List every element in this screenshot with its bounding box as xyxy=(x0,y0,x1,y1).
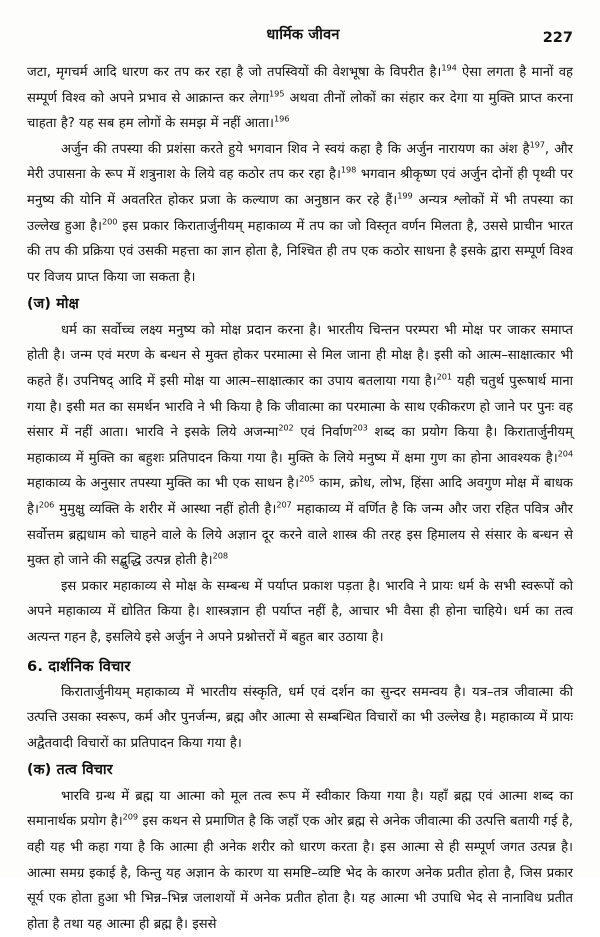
p3-seg-h: महाकाव्य में वर्णित है कि जन्म और जरा रहित पवित्र और सर्वोत्तम ब्रह्मधाम को चाहने वाले के लिये अज्ञान दूर करने वाले शास्त्र की तरह इस हिमालय से संसार के बन्धन से मुक्त हो जाने की सद्बुद्धि उत्पन्न होती है। xyxy=(27,502,573,569)
p2-seg-e: इस प्रकार किरातार्जुनीयम् महाकाव्य में तप का जो विस्तृत वर्णन मिलता है, उससे प्राचीन भारत की तप की प्रक्रिया एवं उसकी महत्ता का ज्ञान होता है, निश्चित ही तप एक कठोर साधना है इसके द्वारा सम्पूर्ण विश्व पर विजय प्राप्त किया जा सकता है। xyxy=(27,218,573,285)
p3-seg-f: काम, क्रोध, लोभ, हिंसा आदि अवगुण मोक्ष में बाधक है। xyxy=(27,476,573,517)
footnote-ref-208: 208 xyxy=(212,550,228,561)
p6-seg-b: इस कथन से प्रमाणित है कि जहाँ एक ओर ब्रह्म से अनेक जीवात्मा की उत्पत्ति बतायी गई है, वही यह भी कहा गया है कि आत्मा ही अनेक शरीर को धारण करता है। इस आत्मा से ही सम्पूर्ण जगत उत्पन्न है। आत्मा समग्र इकाई है, किन्तु यह अज्ञान के कारण या समष्टि–व्यष्टि भेद के कारण अनेक प्रतीत होता है, जिस प्रकार सूर्य एक होता हुआ भी भिन्न–भिन्न जलाशयों में अनेक प्रतीत होता है। यह आत्मा भी उपाधि भेद से नानाविध प्रतीत होता है तथा यह आत्मा ही ब्रह्म है। इससे xyxy=(27,814,573,932)
running-head-title: धार्मिक जीवन xyxy=(266,27,340,43)
paragraph-5: किरातार्जुनीयम् महाकाव्य में भारतीय संस्कृति, धर्म एवं दर्शन का सुन्दर समन्वय है। यत्र–तत्र जीवात्मा की उत्पत्ति उसका स्वरूप, कर्म और पुनर्जन्म, ब्रह्म और आत्मा से सम्बन्धित विचारों का भी उल्लेख है। महाकाव्य में प्रायः अद्वैतवादी विचारों का प्रतिपादन किया गया है। xyxy=(27,684,573,751)
page-content-area xyxy=(27,0,574,932)
paragraph-3 xyxy=(27,318,573,574)
paragraph-6 xyxy=(27,784,573,937)
heading-darshanik-vichar: 6. दार्शनिक विचार xyxy=(27,657,131,675)
footnote-ref-196: 196 xyxy=(274,113,290,124)
p2-seg-a: अर्जुन की तपस्या की प्रशंसा करते हुये भगवान शिव ने स्वयं कहा है कि अर्जुन नारायण का अंश है xyxy=(61,141,530,157)
heading-tattva-vichar: (क) तत्व विचार xyxy=(27,762,113,779)
page-number: 227 xyxy=(542,30,573,46)
footnote-ref-200: 200 xyxy=(101,216,118,227)
p3-seg-g: मुमुक्षु व्यक्ति के शरीर में आस्था नहीं होती है। xyxy=(54,502,277,517)
p3-seg-b: यही चतुर्थ पुरूषार्थ माना गया है। इसी मत का समर्थन भारवि ने भी किया है कि जीवात्मा का परमात्मा के साथ एकीकरण हो जाने पर पुनः वह संसार में नहीं आता। भारवि ने इसके लिये अजन्मा xyxy=(27,374,573,441)
footnote-ref-194: 194 xyxy=(441,62,457,73)
footnote-ref-205: 205 xyxy=(299,474,315,485)
p6-seg-a: भारवि ग्रन्थ में ब्रह्म या आत्मा को मूल तत्व रूप में स्वीकार किया गया है। यहाँ ब्रह्म एवं आत्मा शब्द का समानार्थक प्रयोग है। xyxy=(27,788,573,830)
footnote-ref-202: 202 xyxy=(278,422,294,433)
footnote-ref-197: 197 xyxy=(529,139,545,150)
footnote-ref-201: 201 xyxy=(436,371,452,382)
p1-seg-b: ऐसा लगता है मानों वह सम्पूर्ण विश्व को अपने प्रभाव से आक्रान्त कर लेगा xyxy=(27,65,574,106)
p3-seg-e: महाकाव्य के अनुसार तपस्या मुक्ति का भी एक साधन है। xyxy=(27,476,300,492)
p2-seg-c: भगवान श्रीकृष्ण एवं अर्जुन दोनों ही पृथ्वी पर मनुष्य की योनि में अवतरित होकर प्रजा के कल्याण का अनुष्ठान कर रहे हैं। xyxy=(27,167,573,208)
footnote-ref-199: 199 xyxy=(397,190,413,201)
heading-moksha: (ज) मोक्ष xyxy=(27,296,79,313)
p1-seg-c: अथवा तीनों लोकों का संहार कर देगा या मुक्ति प्राप्त करना चाहता है? यह सब हम लोगों के समझ में नहीं आता। xyxy=(27,90,573,132)
p3-seg-d: शब्द का प्रयोग किया है। किरातार्जुनीयम् महाकाव्य में मुक्ति का बहुशः प्रतिपादन किया गया है। मुक्ति के लिये मनुष्य में क्षमा गुण का होना आवश्यक है। xyxy=(27,425,573,466)
paragraph-4: इस प्रकार महाकाव्य से मोक्ष के सम्बन्ध में पर्याप्त प्रकाश पड़ता है। भारवि ने प्रायः धर्म के सभी स्वरूपों को अपने महाकाव्य में द्योतित किया है। शास्त्रज्ञान ही पर्याप्त नहीं है, आचार भी वैसा ही होना चाहिये। धर्म का तत्व अत्यन्त गहन है, इसलिये इसे अर्जुन ने अपने प्रश्नोत्तरों में बहुत बार उठाया है। xyxy=(27,578,573,645)
footnote-ref-207: 207 xyxy=(276,499,292,510)
footnote-ref-209: 209 xyxy=(122,812,138,823)
running-head xyxy=(27,0,573,46)
body-text xyxy=(27,60,573,937)
footnote-ref-195: 195 xyxy=(269,88,285,99)
paragraph-2 xyxy=(27,137,573,291)
p3-seg-c: एवं निर्वाण xyxy=(293,425,353,441)
footnote-ref-203: 203 xyxy=(352,422,368,433)
p2-seg-d: अन्यत्र श्लोकों में भी तपस्या का उल्लेख हुआ है। xyxy=(27,192,573,234)
footnote-ref-198: 198 xyxy=(340,165,357,176)
footnote-ref-206: 206 xyxy=(38,499,55,510)
footnote-ref-204: 204 xyxy=(557,448,573,459)
p2-seg-b: , और मेरी उपासना के रूप में शत्रुनाश के लिये वह कठोर तप कर रहा है। xyxy=(27,141,573,183)
paragraph-1 xyxy=(27,60,573,137)
p1-seg-a: जटा, मृगचर्म आदि धारण कर तप कर रहा है जो तपस्वियों की वेशभूषा के विपरीत है। xyxy=(27,65,442,80)
p3-seg-a: धर्म का सर्वोच्च लक्ष्य मनुष्य को मोक्ष प्रदान करना है। भारतीय चिन्तन परम्परा भी मोक्ष पर जाकर समाप्त होती है। जन्म एवं मरण के बन्धन से मुक्त होकर परमात्मा से मिल जाना ही मोक्ष है। इसी को आत्म–साक्षात्कार भी कहते हैं। उपनिषद् आदि में इसी मोक्ष या आत्म–साक्षात्कार का उपाय बतलाया गया है। xyxy=(27,322,573,390)
